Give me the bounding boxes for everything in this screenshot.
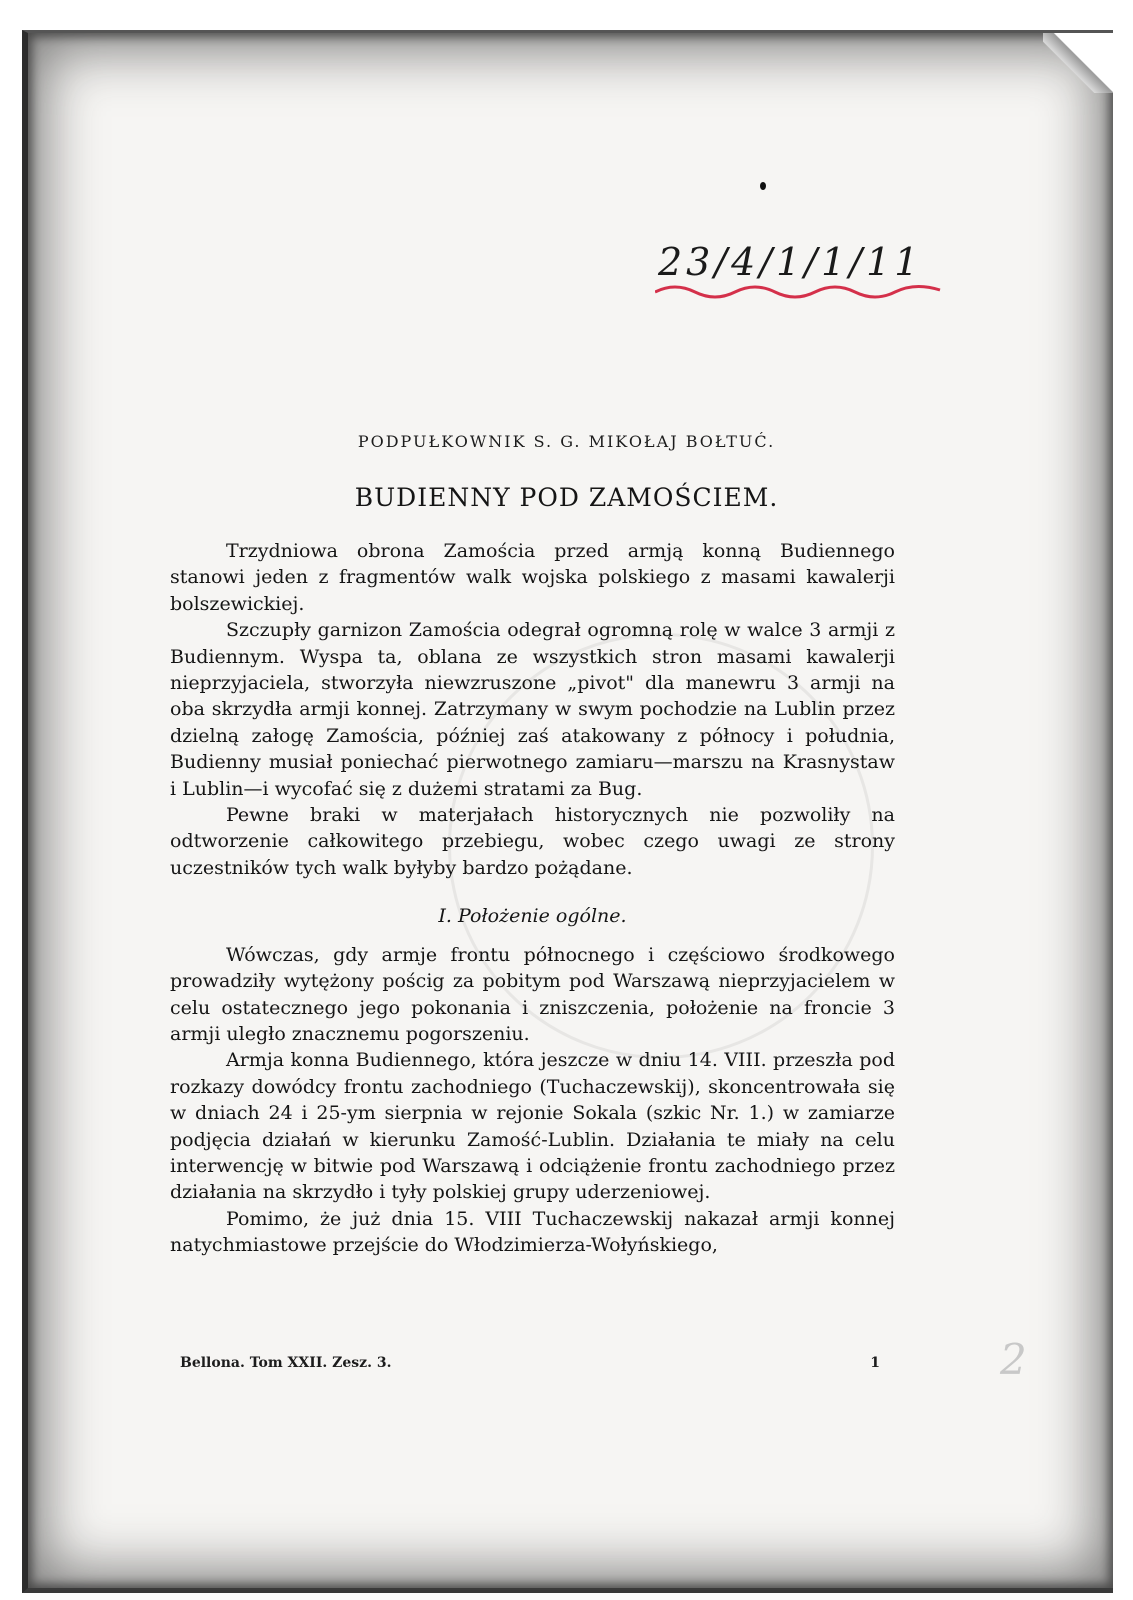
paragraph-1: Trzydniowa obrona Zamościa przed armją konną Budiennego stanowi jeden z fragmentów walk wojska polskiego z masami kawalerji bolszewickiej. (170, 540, 895, 615)
paragraph-3: Pewne braki w materjałach historycznych nie pozwoliły na odtworzenie całkowitego przebiegu, wobec czego uwagi ze strony uczestników tych walk byłyby bardzo pożądane. (170, 804, 895, 879)
section-heading: I. Położenie ogólne. (438, 905, 627, 928)
section-paragraph-3: Pomimo, że już dnia 15. VIII Tuchaczewskij nakazał armji konnej natychmiastowe przejście do Włodzimierza-Wołyńskiego, (170, 1207, 895, 1257)
page-footer (180, 1355, 880, 1371)
handwritten-archive-number: 23/4/1/1/11 (658, 240, 923, 284)
paragraph-2: Szczupły garnizon Zamościa odegrał ogromną rolę w walce 3 armji z Budiennym. Wyspa ta, oblana ze wszystkich stron masami kawalerji nieprzyjaciela, stworzyła niewzruszone „pivot" dla manewru 3 armji na oba skrzydła armji konnej. Zatrzymany w swym pochodzie na Lublin przez dzielną załogę Zamościa, później zaś atakowany z północy i południa, Budienny musiał poniechać pierwotnego zamiaru—marszu na Krasnystaw i Lublin—i wycofać się z dużemi stratami za Bug. (170, 619, 895, 800)
section-paragraph-1: Wówczas, gdy armje frontu północnego i częściowo środkowego prowadziły wytężony pościg za pobitym pod Warszawą nieprzyjacielem w celu ostatecznego jego pokonania i zniszczenia, położenie na froncie 3 armji uległo znacznemu pogorszeniu. (170, 943, 895, 1045)
author-line: PODPUŁKOWNIK S. G. MIKOŁAJ BOŁTUĆ. (357, 432, 776, 451)
red-underline (655, 278, 945, 308)
journal-reference: Bellona. Tom XXII. Zesz. 3. (180, 1355, 392, 1371)
page-number: 1 (870, 1355, 880, 1371)
ink-dot (760, 182, 766, 190)
article-title: BUDIENNY POD ZAMOŚCIEM. (354, 483, 779, 512)
article-body (170, 538, 895, 1259)
section-paragraph-2: Armja konna Budiennego, która jeszcze w dniu 14. VIII. przeszła pod rozkazy dowódcy frontu zachodniego (Tuchaczewskij), skoncentrowała się w dniach 24 i 25-ym sierpnia w rejonie Sokala (szkic Nr. 1.) w zamiarze podjęcia działań w kierunku Zamość-Lublin. Działania te miały na celu interwencję w bitwie pod Warszawą i odciążenie frontu zachodniego przez działania na skrzydło i tyły polskiej grupy uderzeniowej. (170, 1049, 895, 1204)
folded-corner (1043, 33, 1113, 93)
margin-pencil-note: 2 (1000, 1335, 1027, 1384)
